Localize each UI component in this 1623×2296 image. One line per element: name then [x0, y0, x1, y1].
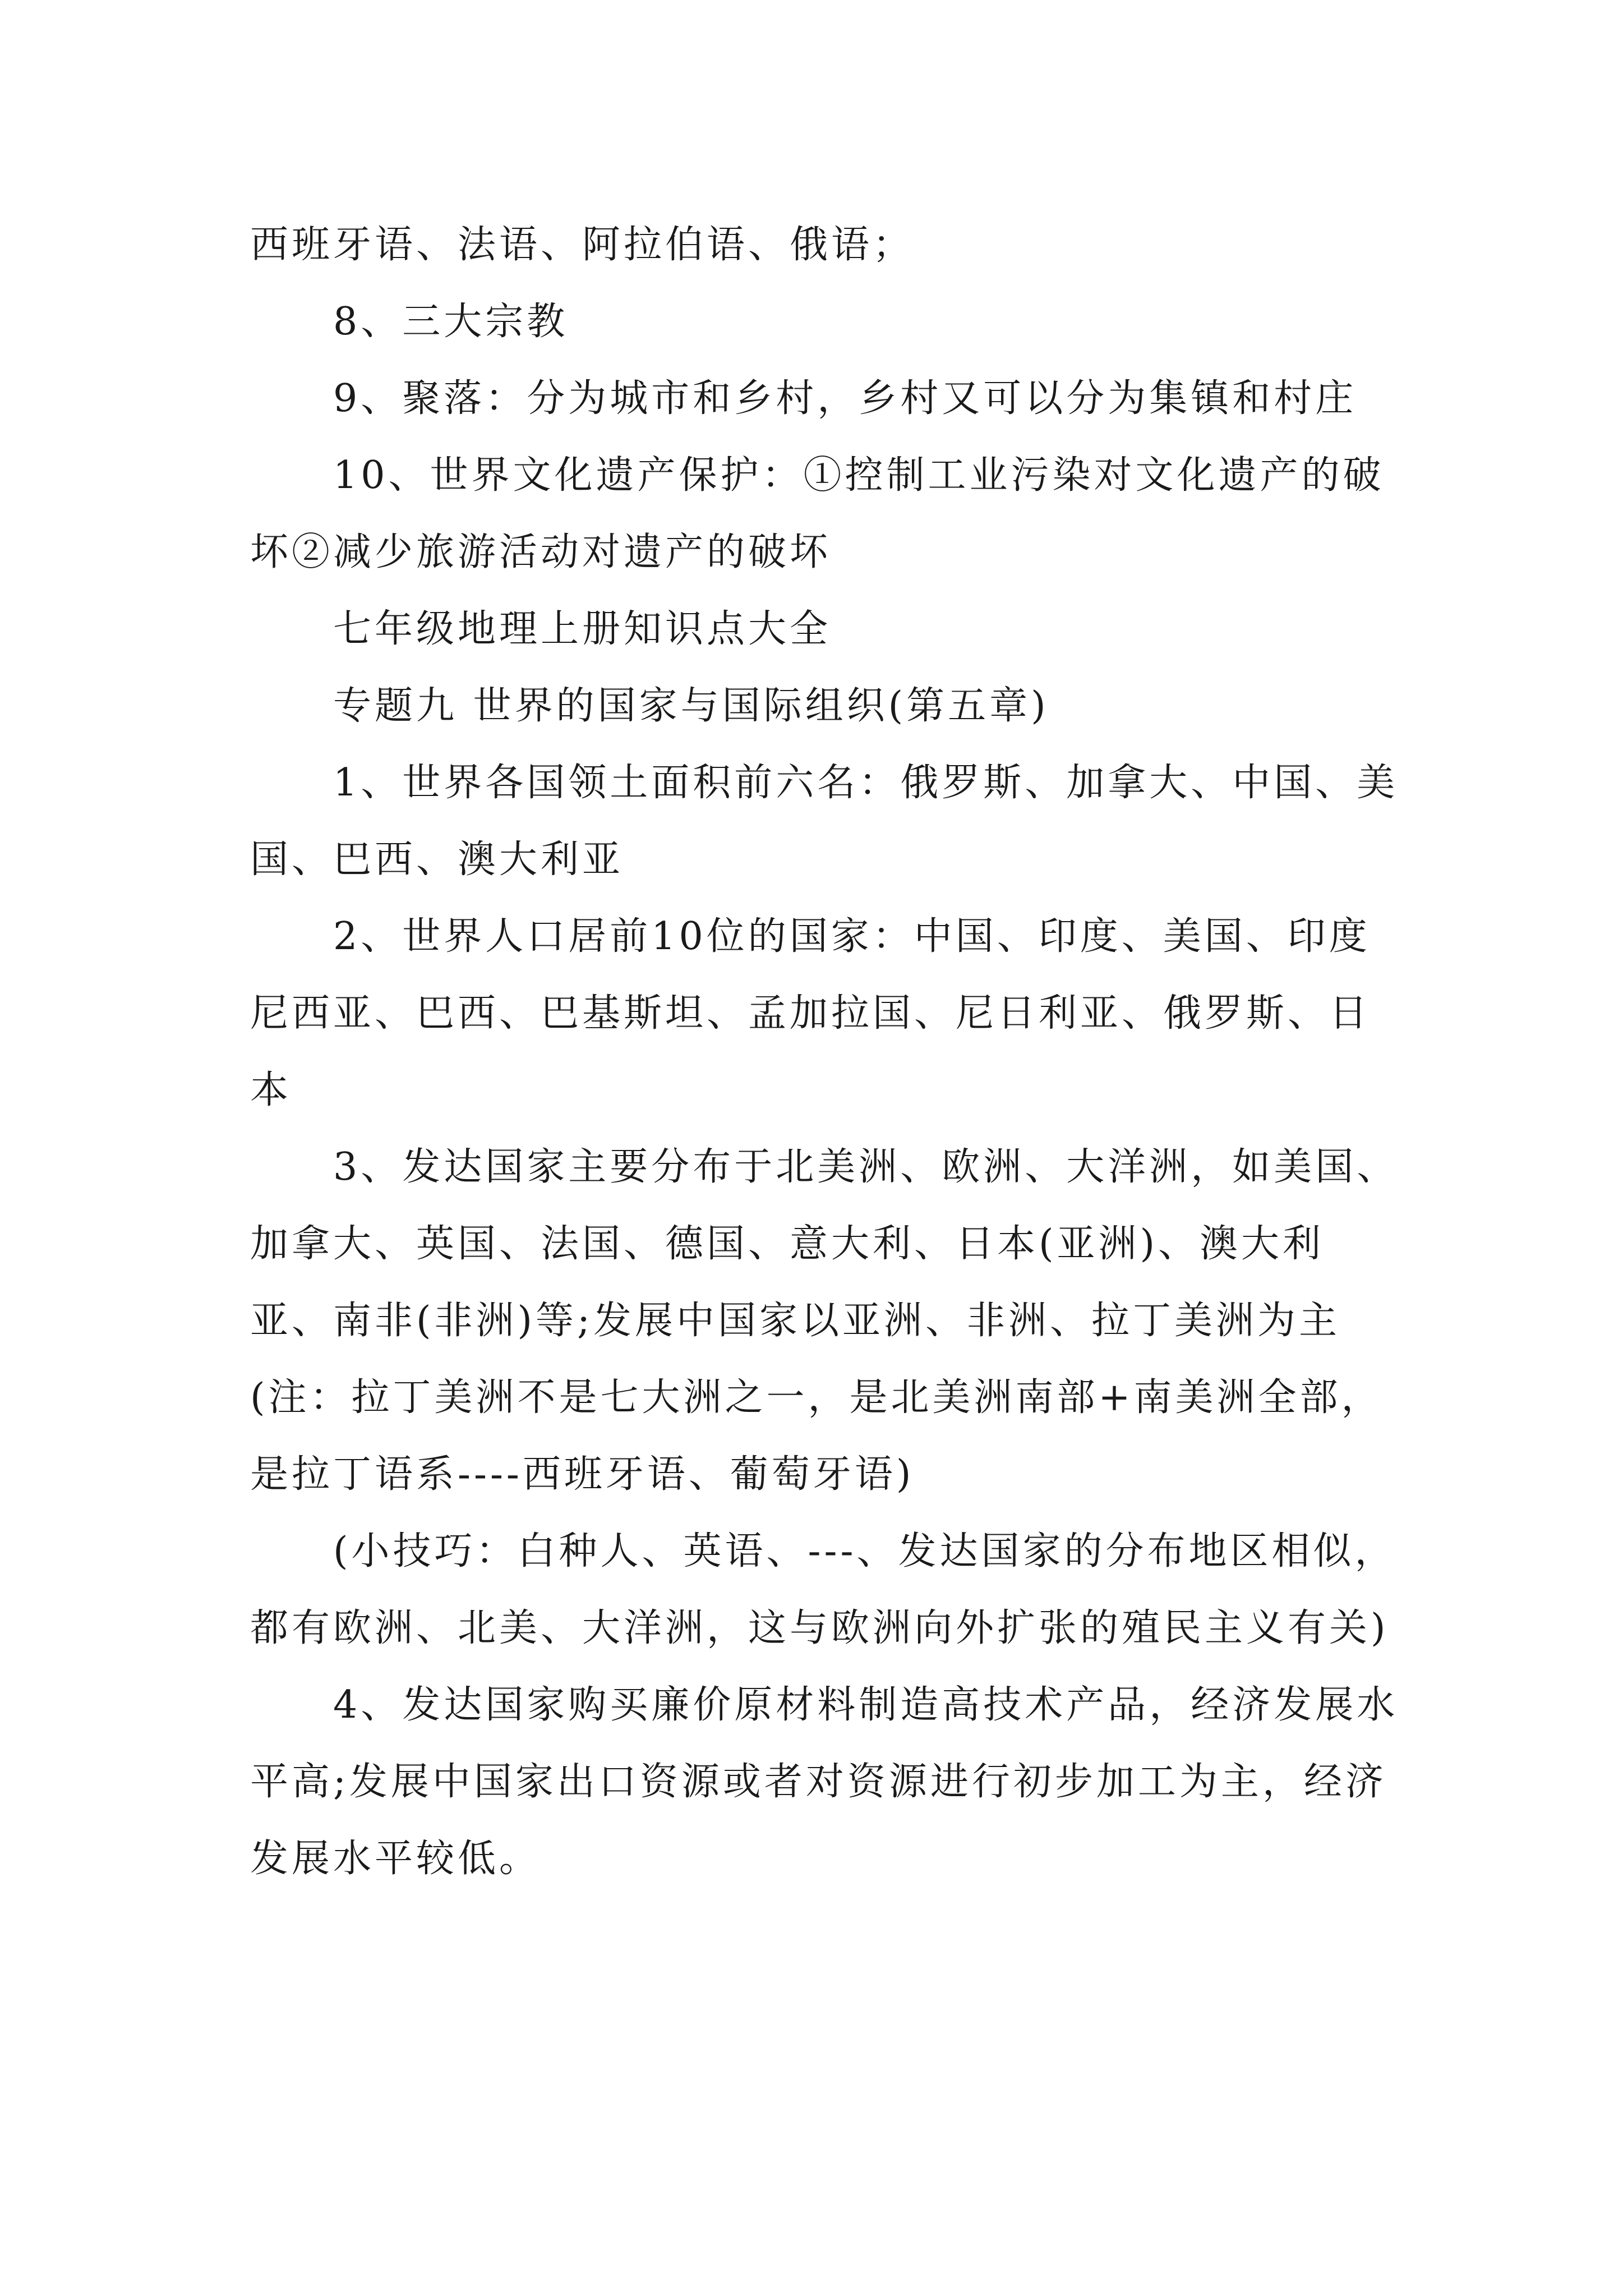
paragraph-tip: (小技巧：白种人、英语、---、发达国家的分布地区相似，都有欧洲、北美、大洋洲，这与欧洲向外扩张的殖民主义有关) — [250, 1529, 1396, 1650]
paragraph-developed-countries: 3、发达国家主要分布于北美洲、欧洲、大洋洲，如美国、加拿大、英国、法国、德国、意大利、日本(亚洲)、澳大利亚、南非(非洲)等;发展中国家以亚洲、非洲、拉丁美洲为主(注：拉丁美洲不是七大洲之一，是北美洲南部+南美洲全部，是拉丁语系----西班牙语、葡萄牙语) — [250, 1145, 1399, 1497]
section-heading: 七年级地理上册知识点大全 — [333, 607, 832, 651]
paragraph-languages: 西班牙语、法语、阿拉伯语、俄语； — [250, 223, 915, 267]
paragraph-heritage-protection: 10、世界文化遗产保护：①控制工业污染对文化遗产的破坏②减少旅游活动对遗产的破坏 — [250, 453, 1385, 574]
paragraph-population: 2、世界人口居前10位的国家：中国、印度、美国、印度尼西亚、巴西、巴基斯坦、孟加拉国、尼日利亚、俄罗斯、日本 — [250, 914, 1371, 1112]
paragraph-settlements: 9、聚落：分为城市和乡村，乡村又可以分为集镇和村庄 — [333, 376, 1357, 421]
paragraph-religions: 8、三大宗教 — [333, 300, 569, 344]
document-body — [250, 206, 1400, 1897]
paragraph-territory-area: 1、世界各国领土面积前六名：俄罗斯、加拿大、中国、美国、巴西、澳大利亚 — [250, 761, 1399, 882]
paragraph-economy: 4、发达国家购买廉价原材料制造高技术产品，经济发展水平高;发展中国家出口资源或者对资源进行初步加工为主，经济发展水平较低。 — [250, 1683, 1399, 1881]
topic-heading: 专题九 世界的国家与国际组织(第五章) — [333, 684, 1049, 728]
